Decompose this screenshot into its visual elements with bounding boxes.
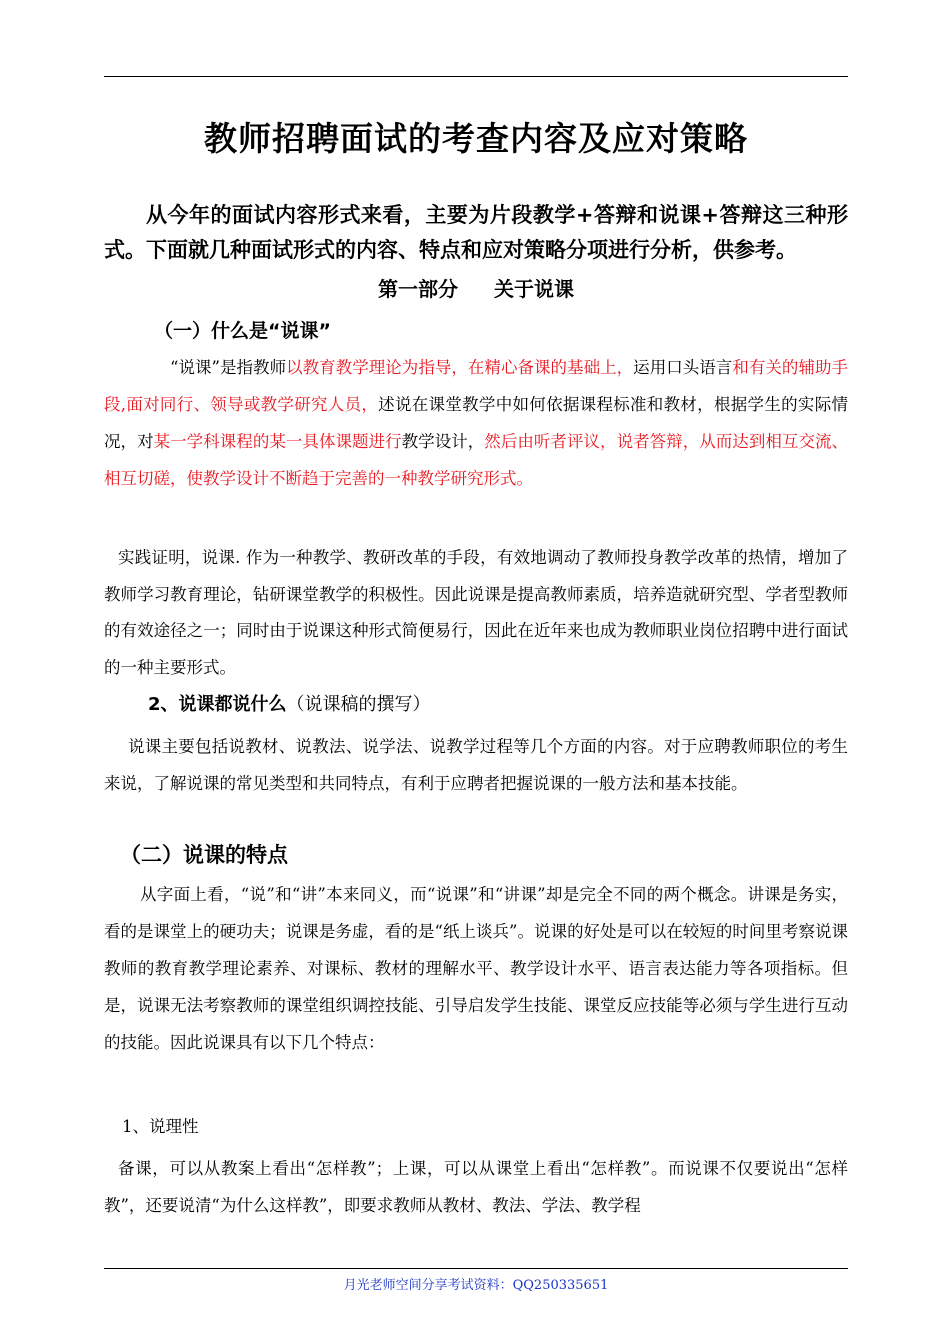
definition-text: “说课”是指教师	[170, 358, 287, 377]
footer-rule	[104, 1268, 848, 1269]
definition-highlight: 以教育教学理论为指导，在精心备课的基础上，	[286, 358, 634, 377]
point-paragraph: 备课，可以从教案上看出“怎样教”；上课，可以从课堂上看出“怎样教”。而说课不仅要说出“怎样教”，还要说清“为什么这样教”，即要求教师从教材、教法、学法、教学程	[104, 1159, 848, 1215]
section-heading-what-is-shuoke: （一）什么是“说课”	[154, 320, 331, 342]
footer-text: 月光老师空间分享考试资料：QQ250335651	[343, 1278, 609, 1293]
definition-text: 教学设计，	[401, 432, 485, 451]
section-heading-features: （二）说课的特点	[120, 843, 288, 867]
practice-paragraph: 实践证明，说课. 作为一种教学、教研改革的手段，有效地调动了教师投身教学改革的热情，增加了教师学习教育理论，钻研课堂教学的积极性。因此说课是提高教师素质，培养造就研究型、学者型教师的有效途径之一；同时由于说课这种形式简便易行，因此在近年来也成为教师职业岗位招聘中进行面试的一种主要形式。	[104, 548, 848, 677]
definition-highlight: 和有关的辅助手段,面对同行、领导或教学研究人员，	[104, 358, 849, 414]
definition-highlight: 某一学科课程的某一具体课题进行	[153, 432, 402, 451]
part-name: 关于说课	[494, 277, 574, 301]
definition-highlight: 然后由听者评议，说者答辩，从而达到相互交流、相互切磋，使教学设计不断趋于完善的一种教学研究形式。	[104, 432, 849, 488]
point-title: 1、说理性	[122, 1117, 199, 1136]
header-rule	[104, 76, 848, 77]
definition-paragraph	[104, 349, 848, 497]
content-paragraph: 说课主要包括说教材、说教法、说学法、说教学过程等几个方面的内容。对于应聘教师职位的考生来说，了解说课的常见类型和共同特点，有利于应聘者把握说课的一般方法和基本技能。	[104, 737, 848, 793]
section-heading-note: （说课稿的撰写）	[286, 694, 431, 715]
features-paragraph: 从字面上看，“说”和“讲”本来同义，而“说课”和“讲课”却是完全不同的两个概念。讲课是务实，看的是课堂上的硬功夫；说课是务虚，看的是“纸上谈兵”。说课的好处是可以在较短的时间里考察说课教师的教育教学理论素养、对课标、教材的理解水平、教学设计水平、语言表达能力等各项指标。但是，说课无法考察教师的课堂组织调控技能、引导启发学生技能、课堂反应技能等必须与学生进行互动的技能。因此说课具有以下几个特点：	[104, 885, 848, 1052]
document-title: 教师招聘面试的考查内容及应对策略	[204, 119, 748, 158]
part-heading	[104, 274, 848, 304]
part-number: 第一部分	[378, 277, 458, 301]
intro-paragraph: 从今年的面试内容形式来看，主要为片段教学+答辩和说课+答辩这三种形式。下面就几种面试形式的内容、特点和应对策略分项进行分析，供参考。	[104, 203, 848, 262]
section-heading-what-to-say	[148, 690, 431, 720]
section-heading-bold: 2、说课都说什么	[148, 694, 287, 715]
definition-text: 述说在课堂教学中如何依据课程标准和教材，根据学生的实际情况，对	[104, 395, 848, 451]
definition-text: 运用口头语言	[633, 358, 733, 377]
